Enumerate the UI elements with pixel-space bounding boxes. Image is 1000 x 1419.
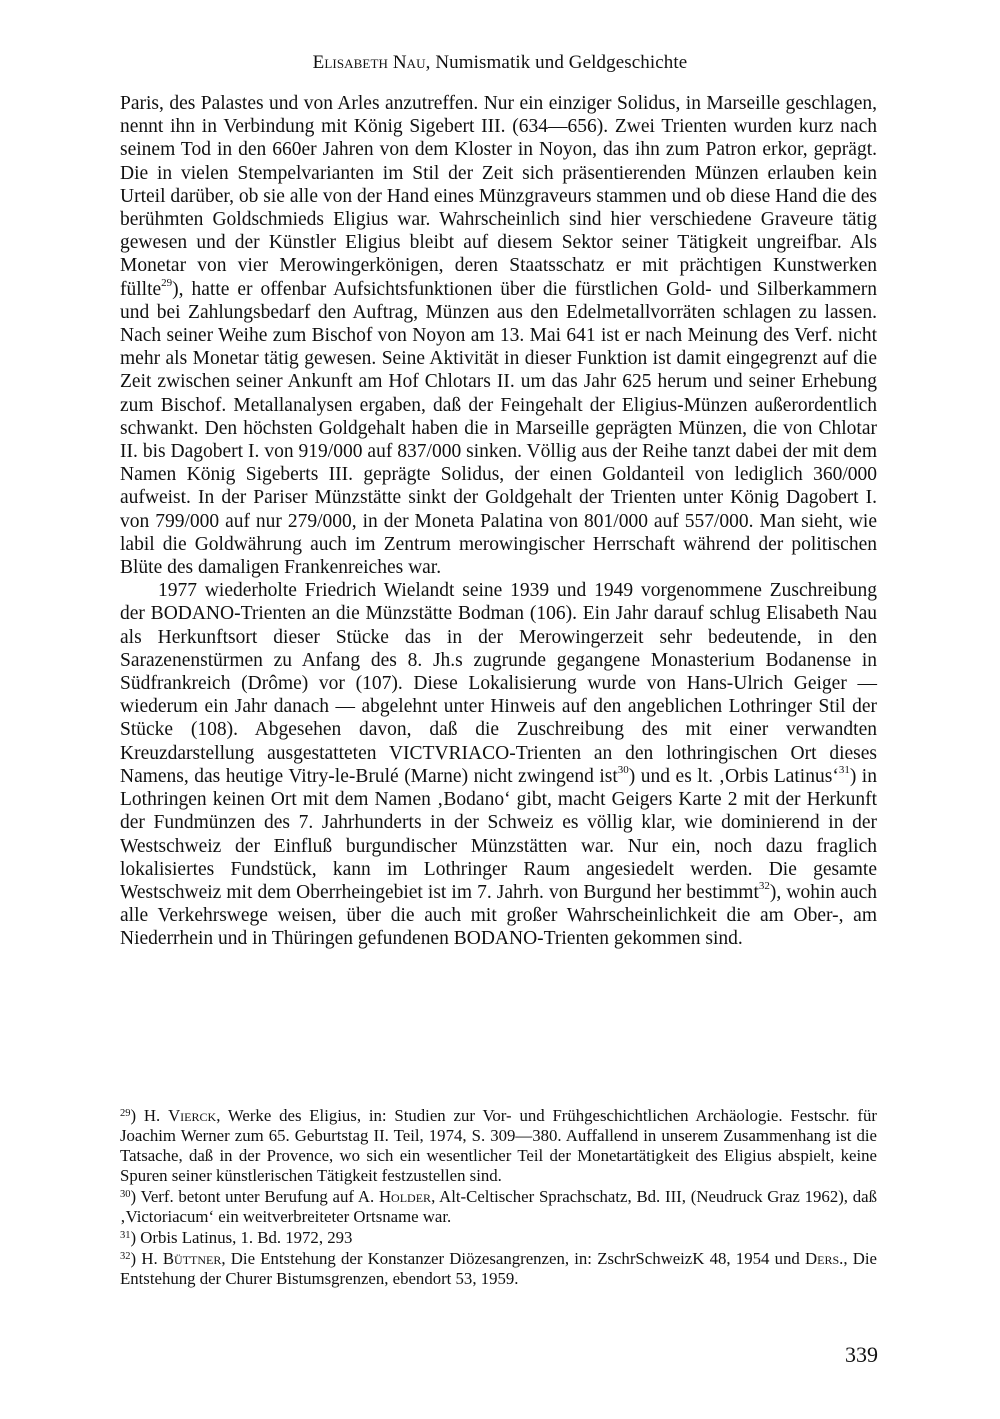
paragraph-text: ), wohin auch alle Verkehrswege weisen, über die auch mit großer Wahrscheinlichkeit die am Ober-, am Niederrhein und in Thüringen gefundenen BODANO-Trienten gekommen sind. xyxy=(120,881,878,950)
footnote-text: , Werke des Eligius, in: Studien zur Vor- und Frühgeschichtlichen Archäologie. Festschr. für Joachim Werner zum 65. Geburtstag II. Teil, 1974, S. 309—380. Auffallend in unserem Zusammenhang ist die Tatsache, daß in der Provence, wo sich ein wesentlicher Teil der Monetartätigkeit des Eligius abspielt, keine Spuren seiner künstlerischen Tätigkeit festzustellen sind. xyxy=(120,1106,877,1185)
footnote-author: Vierck xyxy=(168,1106,217,1125)
footnote-31 xyxy=(120,1228,877,1248)
footnote-29 xyxy=(120,1106,877,1186)
footnote-number: 29 xyxy=(120,1108,131,1119)
running-head-separator: , xyxy=(425,52,431,73)
running-head-title: Numismatik und Geldgeschichte xyxy=(435,52,688,73)
paragraph-text: 1977 wiederholte Friedrich Wielandt seine 1939 und 1949 vorgenommene Zuschreibung der BODANO-Trienten an die Münzstätte Bodman (106). Ein Jahr darauf schlug Elisabeth Nau als Herkunftsort dieser Stücke das in der Merowingerzeit sehr bedeutende, in den Sarazenenstürmen zu Anfang des 8. Jh.s zugrunde gegangene Monasterium Bodanense in Südfrankreich (Drôme) vor (107). Diese Lokalisierung wurde von Hans-Ulrich Geiger — wiederum ein Jahr danach — abgelehnt unter Hinweis auf den angeblichen Lothringer Stil der Stücke (108). Abgesehen davon, daß die Zuschreibung des mit einer verwandten Kreuzdarstellung ausgestatteten VICTVRIACO-Trienten an den lothringischen Ort dieses Namens, das heutige Vitry-le-Brulé (Marne) nicht zwingend ist xyxy=(120,580,877,787)
footnote-ref-29: 29 xyxy=(161,277,173,290)
footnote-paren: ) xyxy=(130,1228,137,1247)
footnote-author: Büttner xyxy=(162,1249,222,1268)
footnote-text: Verf. betont unter Berufung auf A. xyxy=(136,1187,379,1206)
footnote-text: H. xyxy=(136,1249,163,1268)
paragraph-text: ), hatte er offenbar Aufsichtsfunktionen über die fürstlichen Gold- und Silberkammern und bei Zahlungsbedarf den Auftrag, Münzen aus den Edelmetallvorräten schlagen zu lassen. Nach seiner Weihe zum Bischof von Noyon am 13. Mai 641 ist er nach Meinung des Verf. nicht mehr als Monetar tätig gewesen. Seine Aktivität in dieser Funktion ist damit eingegrenzt auf die Zeit zwischen seiner Ankunft am Hof Chlotars II. um das Jahr 625 herum und seiner Erhebung zum Bischof. Metallanalysen ergaben, daß der Feingehalt der Eligius-Münzen außerordentlich schwankt. Den höchsten Goldgehalt haben die in Marseille geprägten Münzen, die von Chlotar II. bis Dagobert I. von 919/000 auf 837/000 sinken. Völlig aus der Reihe tanzt dabei der mit dem Namen König Sigeberts III. geprägte Solidus, der einen Goldanteil von lediglich 360/000 aufweist. In der Pariser Münzstätte sinkt der Goldgehalt der Trienten unter König Dagobert I. von 799/000 auf nur 279/000, in der Moneta Palatina von 801/000 auf 557/000. Man sieht, wie labil die Goldwährung auch im Zentrum merowingischer Herrschaft während der politischen Blüte des damaligen Frankenreiches war. xyxy=(120,278,877,579)
paragraph-text: Paris, des Palastes und von Arles anzutreffen. Nur ein einziger Solidus, in Marseille geschlagen, nennt ihn in Verbindung mit König Sigebert III. (634—656). Zwei Trienten wurden kurz nach seinem Tod in den 660er Jahren von dem Kloster in Noyon, das ihn zum Patron erkor, geprägt. Die in vielen Stempelvarianten im Stil der Zeit sich präsentierenden Münzen erlauben kein Urteil darüber, ob sie alle von der Hand eines Münzgraveurs stammen und ob diese Hand die des berühmten Goldschmieds Eligius war. Wahrscheinlich sind hier verschiedene Graveure tätig gewesen und der Künstler Eligius bleibt auf diesem Sektor seiner Tätigkeit ungreifbar. Als Monetar von vier Merowingerkönigen, deren Staatsschatz er mit prächtigen Kunstwerken füllte xyxy=(120,93,877,300)
footnote-text: , Alt-Celtischer Sprachschatz, Bd. III, (Neudruck Graz 1962), daß ‚Victoriacum‘ ein weitverbreiteter Ortsname war. xyxy=(120,1187,878,1226)
paragraph-text: ) und es lt. ‚Orbis Latinus‘ xyxy=(628,765,839,787)
paragraph-2 xyxy=(120,579,877,950)
footnote-text: H. xyxy=(136,1106,169,1125)
running-head xyxy=(0,52,1000,74)
footnote-text: Orbis Latinus, 1. Bd. 1972, 293 xyxy=(136,1228,353,1247)
footnote-paren: ) xyxy=(130,1249,137,1268)
body-text xyxy=(120,92,877,951)
footnote-number: 30 xyxy=(120,1189,131,1200)
footnote-ref-31: 31 xyxy=(838,764,850,777)
footnote-ref-32: 32 xyxy=(758,880,770,893)
footnote-author: Ders. xyxy=(805,1249,844,1268)
running-head-author: Elisabeth Nau xyxy=(312,52,426,73)
footnote-paren: ) xyxy=(130,1106,137,1125)
footnotes xyxy=(120,1106,877,1290)
footnote-text: , Die Entstehung der Churer Bistumsgrenzen, ebendort 53, 1959. xyxy=(120,1249,877,1288)
footnote-author: Holder xyxy=(378,1187,432,1206)
footnote-32 xyxy=(120,1249,877,1289)
footnote-30 xyxy=(120,1187,877,1227)
footnote-text: , Die Entstehung der Konstanzer Diözesangrenzen, in: ZschrSchweizK 48, 1954 und xyxy=(221,1249,805,1268)
page-number: 339 xyxy=(845,1342,878,1367)
footnote-number: 31 xyxy=(120,1230,131,1241)
footnote-ref-30: 30 xyxy=(617,764,629,777)
paragraph-1 xyxy=(120,92,877,579)
paragraph-text: ) in Lothringen keinen Ort mit dem Namen ‚Bodano‘ gibt, macht Geigers Karte 2 mit der Herkunft der Fundmünzen des 7. Jahrhunderts in der Schweiz es völlig klar, wie dominierend in der Westschweiz der Einfluß burgundischer Münzstätten war. Nur ein, noch dazu fraglich lokalisiertes Fundstück, kann im Lothringer Raum angesiedelt werden. Die gesamte Westschweiz mit dem Oberrheingebiet ist im 7. Jahrh. von Burgund her bestimmt xyxy=(120,765,877,903)
footnote-number: 32 xyxy=(120,1251,131,1262)
footnote-paren: ) xyxy=(130,1187,137,1206)
